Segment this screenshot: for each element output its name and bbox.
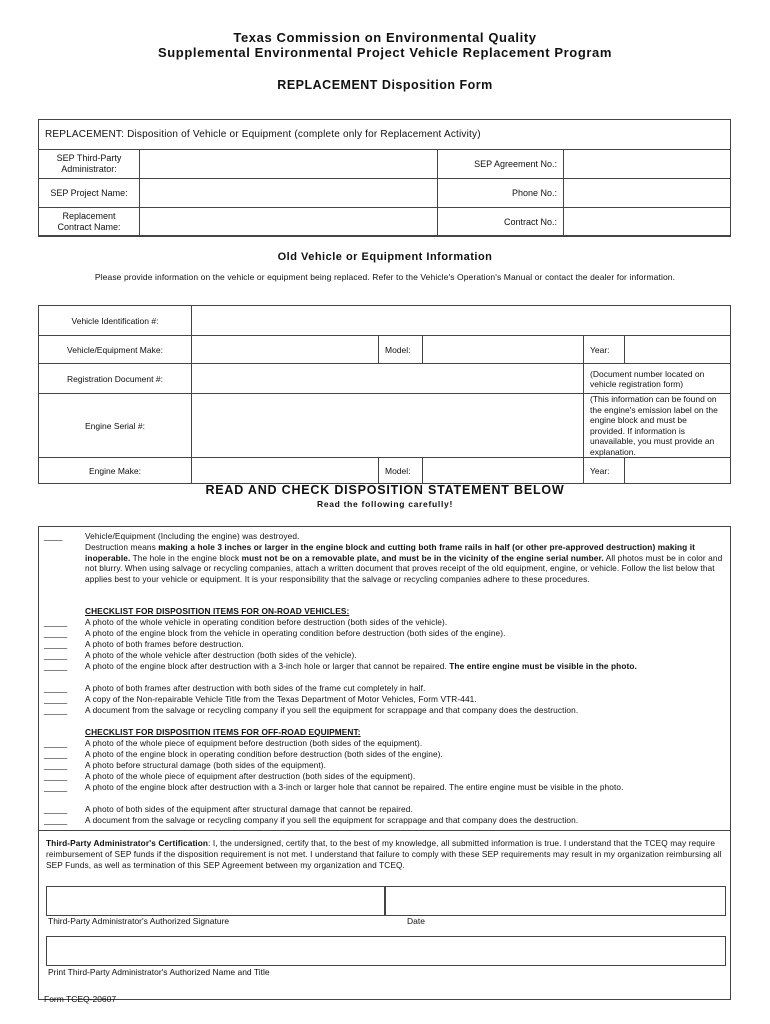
old-vehicle-table <box>38 305 731 484</box>
engine-serial-label: Engine Serial #: <box>39 394 192 458</box>
engine-year-field[interactable] <box>625 458 731 484</box>
form-title: REPLACEMENT Disposition Form <box>277 78 493 92</box>
date-caption: Date <box>407 916 425 926</box>
vin-label: Vehicle Identification #: <box>39 306 192 336</box>
dest-mid: The hole in the engine block <box>130 552 242 563</box>
model-label: Model: <box>379 336 423 364</box>
onroad-checkbox[interactable]: _____ <box>44 628 68 638</box>
onroad-checkbox[interactable]: _____ <box>44 639 68 649</box>
onroad-engine-visible: The entire engine must be visible in the photo. <box>449 661 637 671</box>
reg-doc-note: (Document number located on vehicle registration form) <box>584 364 731 394</box>
dest-bold-1: making a hole 3 inches or larger in the engine block and cutting both frame rails in half (or other pre-approved destruction) making it inoperable. <box>85 542 696 563</box>
replacement-table <box>38 149 731 237</box>
old-vehicle-instruction: Please provide information on the vehicle or equipment being replaced. Refer to the Vehicle's Operation's Manual or contact the dealer for information. <box>94 272 676 282</box>
destroyed-checkbox[interactable]: ____ <box>44 531 63 541</box>
offroad-checkbox[interactable]: _____ <box>44 804 68 814</box>
make-field[interactable] <box>192 336 379 364</box>
offroad-heading: CHECKLIST FOR DISPOSITION ITEMS FOR OFF-ROAD EQUIPMENT: <box>85 727 361 737</box>
sep-agreement-label: SEP Agreement No.: <box>438 150 564 179</box>
offroad-checkbox[interactable]: _____ <box>44 771 68 781</box>
form-number: Form TCEQ-20607 <box>44 994 117 1004</box>
engine-year-label: Year: <box>584 458 625 484</box>
disposition-subheading: Read the following carefully! <box>316 499 453 509</box>
program-title: Supplemental Environmental Project Vehicle Replacement Program <box>157 45 613 60</box>
old-vehicle-heading: Old Vehicle or Equipment Information <box>277 251 493 263</box>
onroad-checkbox[interactable]: _____ <box>44 617 68 627</box>
signature-caption: Third-Party Administrator's Authorized Signature <box>48 916 230 926</box>
engine-serial-field[interactable] <box>192 394 584 458</box>
make-label: Vehicle/Equipment Make: <box>39 336 192 364</box>
contract-no-field[interactable] <box>564 208 731 237</box>
year-label: Year: <box>584 336 625 364</box>
onroad-checkbox[interactable]: _____ <box>44 694 68 704</box>
offroad-checkbox[interactable]: _____ <box>44 815 68 825</box>
sep-admin-field[interactable] <box>140 150 438 179</box>
onroad-heading: CHECKLIST FOR DISPOSITION ITEMS FOR ON-ROAD VEHICLES: <box>85 606 350 616</box>
engine-make-label: Engine Make: <box>39 458 192 484</box>
disposition-heading: READ AND CHECK DISPOSITION STATEMENT BELOW <box>205 483 565 497</box>
contract-name-label: Replacement Contract Name: <box>39 208 140 237</box>
onroad-checkbox[interactable]: _____ <box>44 683 68 693</box>
sep-project-field[interactable] <box>140 179 438 208</box>
dest-bold-2: must not be on a removable plate, and must be in the vicinity of the engine serial number. <box>241 552 604 563</box>
certification-text: Third-Party Administrator's Certification: I, the undersigned, certify that, to the best of my knowledge, all submitted information is true. I understand that the TCEQ may require reimbursement of SEP funds if the disposition requirement is not met. I understand that failure to comply with these SEP requirements may result in my organization reimbursing all SEP Funds, as well as termination of this SEP Agreement between my organization and TCEQ. <box>46 838 722 870</box>
engine-model-field[interactable] <box>423 458 584 484</box>
onroad-checkbox[interactable]: _____ <box>44 705 68 715</box>
vin-field[interactable] <box>192 306 731 336</box>
print-name-field[interactable] <box>46 936 726 966</box>
certification-section <box>38 830 731 1000</box>
sep-project-label: SEP Project Name: <box>39 179 140 208</box>
contract-name-field[interactable] <box>140 208 438 237</box>
reg-doc-label: Registration Document #: <box>39 364 192 394</box>
engine-model-label: Model: <box>379 458 423 484</box>
dest-means: Destruction means <box>85 542 159 552</box>
reg-doc-field[interactable] <box>192 364 584 394</box>
phone-field[interactable] <box>564 179 731 208</box>
phone-label: Phone No.: <box>438 179 564 208</box>
replacement-header: REPLACEMENT: Disposition of Vehicle or Equipment (complete only for Replacement Activity) <box>45 129 481 140</box>
agency-title: Texas Commission on Environmental Quality <box>233 30 537 45</box>
onroad-checkbox[interactable]: _____ <box>44 650 68 660</box>
model-field[interactable] <box>423 336 584 364</box>
offroad-checkbox[interactable]: _____ <box>44 749 68 759</box>
certification-label: Third-Party Administrator's Certification <box>46 838 209 848</box>
year-field[interactable] <box>625 336 731 364</box>
offroad-checkbox[interactable]: _____ <box>44 782 68 792</box>
sep-admin-label: SEP Third-Party Administrator: <box>39 150 140 179</box>
dest-rest: All photos must be in color and not blurry. When using salvage or recycling companies, attach a written document that proves receipt of the old equipment, engine, or vehicle. Follow the list below that applies best to your vehicle or equipment. It is your responsibility that the salvage or recycling companies adhere to these procedures. <box>85 552 723 584</box>
date-field[interactable] <box>384 886 726 916</box>
engine-make-field[interactable] <box>192 458 379 484</box>
destroyed-text: Vehicle/Equipment (Including the engine) was destroyed. <box>85 531 300 541</box>
offroad-checkbox[interactable]: _____ <box>44 760 68 770</box>
contract-no-label: Contract No.: <box>438 208 564 237</box>
print-name-caption: Print Third-Party Administrator's Authorized Name and Title <box>48 967 270 977</box>
offroad-checkbox[interactable]: _____ <box>44 738 68 748</box>
signature-field[interactable] <box>46 886 386 916</box>
sep-agreement-field[interactable] <box>564 150 731 179</box>
replacement-section <box>38 119 731 236</box>
onroad-checkbox[interactable]: _____ <box>44 661 68 671</box>
disposition-statement: ____ Vehicle/Equipment (Including the engine) was destroyed. Destruction means making a hole 3 inches or larger in the engine block and cutting both frame rails in half (or other pre-approved destruction) making it inoperable. The hole in the engine block must not be on a removable plate, and must be in the vicinity of the engine serial number. All photos must be in color and not blurry. When using salvage or recycling companies, attach a written document that proves receipt of the old equipment, engine, or vehicle. Follow the list below that applies best to your vehicle or equipment. It is your responsibility that the salvage or recycling companies adhere to these procedures. CHECKLIST FOR DISPOSITION ITEMS FOR ON-ROAD VEHICLES: _____ A photo of the whole vehicle in operating condition before destruction (both sides of the vehicle). _____ A photo of the engine block from the vehicle in operating condition before destruction (both sides of the engine). _____ A photo of both frames before destruction. _____ A photo of the whole vehicle after destruction (both sides of the vehicle). _____ A photo of the engine block after destruction with a 3-inch hole or larger that cannot be repaired. The entire engine must be visible in the photo. _____ A photo of both frames after destruction with both sides of the frame cut completely in half. _____ A copy of the Non-repairable Vehicle Title from the Texas Department of Motor Vehicles, Form VTR-441. _____ A document from the salvage or recycling company if you sell the equipment for scrappage and that company does the destruction. CHECKLIST FOR DISPOSITION ITEMS FOR OFF-ROAD EQUIPMENT: _____ A photo of the whole piece of equipment before destruction (both sides of the equipment). _____ A photo of the engine block in operating condition before destruction (both sides of the engine). _____ A photo before structural damage (both sides of the equipment). _____ A photo of the whole piece of equipment after destruction (both sides of the equipment). _____ A photo of the engine block after destruction with a 3-inch or larger hole that cannot be repaired. The entire engine must be visible in the photo. _____ A photo of both sides of the equipment after structural damage that cannot be repaired. _____ A document from the salvage or recycling company if you sell the equipment for scrappage and that company does the destruction. <box>38 526 731 831</box>
engine-serial-note: (This information can be found on the engine's emission label on the engine block and must be provided. If information is unavailable, you must provide an explanation. <box>584 394 731 458</box>
